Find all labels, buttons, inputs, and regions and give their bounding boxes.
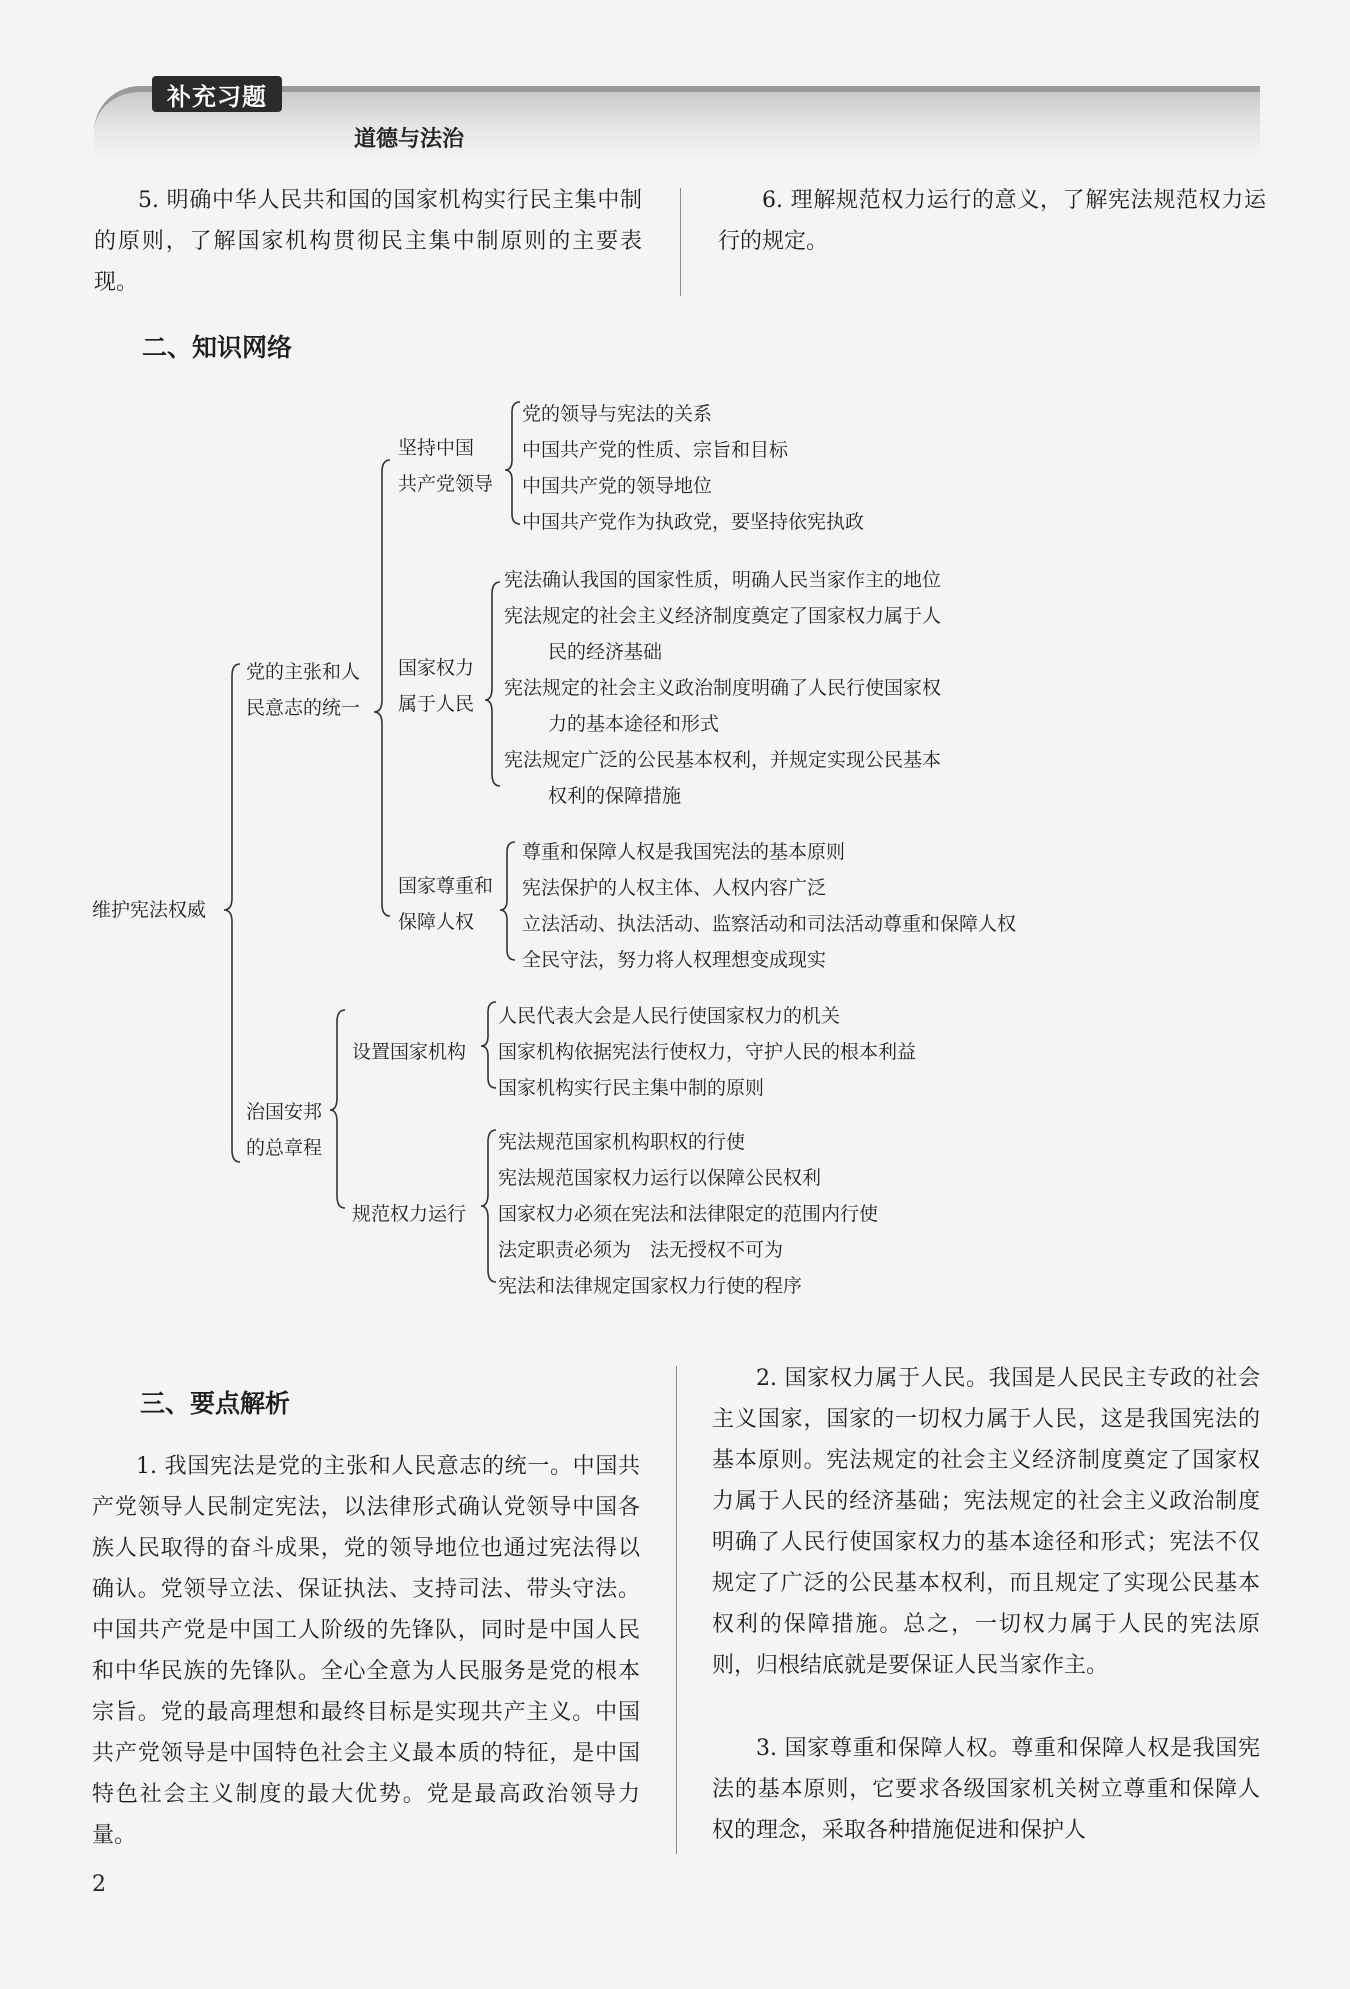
tree-leaf: 宪法确认我国的国家性质，明确人民当家作主的地位 xyxy=(504,569,942,591)
tree-leaf: 宪法保护的人权主体、人权内容广泛 xyxy=(522,877,827,899)
tree-leaf: 中国共产党作为执政党，要坚持依宪执政 xyxy=(522,511,865,533)
tree-leaf: 中国共产党的性质、宗旨和目标 xyxy=(522,439,789,461)
page-number: 2 xyxy=(92,1872,106,1897)
section-heading-knowledge-network: 二、知识网络 xyxy=(142,333,293,362)
tree-branch1-label-line2: 民意志的统一 xyxy=(246,697,361,719)
tree-leaf: 立法活动、执法活动、监察活动和司法活动尊重和保障人权 xyxy=(522,913,1017,935)
tree-leaf: 全民守法，努力将人权理想变成现实 xyxy=(522,949,827,971)
tree-b1-sub2-label-line2: 属于人民 xyxy=(398,693,475,715)
tree-root: 维护宪法权威 xyxy=(92,899,207,921)
tree-b2-sub2-label: 规范权力运行 xyxy=(352,1203,467,1225)
tree-leaf: 宪法和法律规定国家权力行使的程序 xyxy=(498,1275,803,1297)
tree-b1-sub1-label-line1: 坚持中国 xyxy=(398,437,475,459)
column-divider xyxy=(676,1366,677,1854)
tree-leaf: 宪法规范国家机构职权的行使 xyxy=(498,1131,746,1153)
analysis-paragraph-3: 3. 国家尊重和保障人权。尊重和保障人权是我国宪法的基本原则，它要求各级国家机关树立尊重和保障人权的理念，采取各种措施促进和保护人 xyxy=(712,1736,1260,1843)
tree-branch2-label-line2: 的总章程 xyxy=(246,1137,323,1159)
tree-leaf: 党的领导与宪法的关系 xyxy=(522,403,713,425)
tree-b1-sub1-label-line2: 共产党领导 xyxy=(398,473,494,495)
tree-leaf: 力的基本途径和形式 xyxy=(548,713,720,735)
section-heading-key-points: 三、要点解析 xyxy=(140,1389,291,1418)
tree-leaf: 权利的保障措施 xyxy=(548,785,682,807)
tree-leaf: 人民代表大会是人民行使国家权力的机关 xyxy=(498,1005,841,1027)
tree-leaf: 宪法规定的社会主义经济制度奠定了国家权力属于人 xyxy=(504,605,942,627)
tree-leaf: 宪法规定的社会主义政治制度明确了人民行使国家权 xyxy=(504,677,942,699)
tree-b1-sub3-label-line1: 国家尊重和 xyxy=(398,875,494,897)
tree-leaf: 民的经济基础 xyxy=(548,641,663,663)
analysis-paragraph-2: 2. 国家权力属于人民。我国是人民民主专政的社会主义国家，国家的一切权力属于人民，这是我国宪法的基本原则。宪法规定的社会主义经济制度奠定了国家权力属于人民的经济基础；宪法规定的社会主义政治制度明确了人民行使国家权力的基本途径和形式；宪法不仅规定了广泛的公民基本权利，而且规定了实现公民基本权利的保障措施。总之，一切权力属于人民的宪法原则，归根结底就是要保证人民当家作主。 xyxy=(712,1366,1260,1678)
tree-branch1-label-line1: 党的主张和人 xyxy=(246,661,361,683)
objective-6: 6. 理解规范权力运行的意义，了解宪法规范权力运行的规定。 xyxy=(718,188,1266,254)
tree-leaf: 宪法规范国家权力运行以保障公民权利 xyxy=(498,1167,822,1189)
tree-leaf: 法定职责必须为 法无授权不可为 xyxy=(498,1239,784,1261)
tree-leaf: 尊重和保障人权是我国宪法的基本原则 xyxy=(522,841,846,863)
objective-5: 5. 明确中华人民共和国的国家机构实行民主集中制的原则，了解国家机构贯彻民主集中制原则的主要表现。 xyxy=(94,188,642,295)
tree-leaf: 国家机构实行民主集中制的原则 xyxy=(498,1077,765,1099)
header-badge: 补充习题 xyxy=(152,76,282,112)
tree-leaf: 国家权力必须在宪法和法律限定的范围内行使 xyxy=(498,1203,879,1225)
tree-b2-sub1-label: 设置国家机构 xyxy=(352,1041,467,1063)
tree-branch2-label-line1: 治国安邦 xyxy=(246,1101,323,1123)
tree-leaf: 中国共产党的领导地位 xyxy=(522,475,713,497)
tree-b1-sub2-label-line1: 国家权力 xyxy=(398,657,475,679)
tree-b1-sub3-label-line2: 保障人权 xyxy=(398,911,475,933)
header-subject: 道德与法治 xyxy=(354,127,465,152)
tree-leaf: 国家机构依据宪法行使权力，守护人民的根本利益 xyxy=(498,1041,917,1063)
analysis-paragraph-1: 1. 我国宪法是党的主张和人民意志的统一。中国共产党领导人民制定宪法，以法律形式确认党领导中国各族人民取得的奋斗成果，党的领导地位也通过宪法得以确认。党领导立法、保证执法、支持司法、带头守法。中国共产党是中国工人阶级的先锋队，同时是中国人民和中华民族的先锋队。全心全意为人民服务是党的根本宗旨。党的最高理想和最终目标是实现共产主义。中国共产党领导是中国特色社会主义最本质的特征，是中国特色社会主义制度的最大优势。党是最高政治领导力量。 xyxy=(92,1454,640,1848)
tree-leaf: 宪法规定广泛的公民基本权利，并规定实现公民基本 xyxy=(504,749,942,771)
